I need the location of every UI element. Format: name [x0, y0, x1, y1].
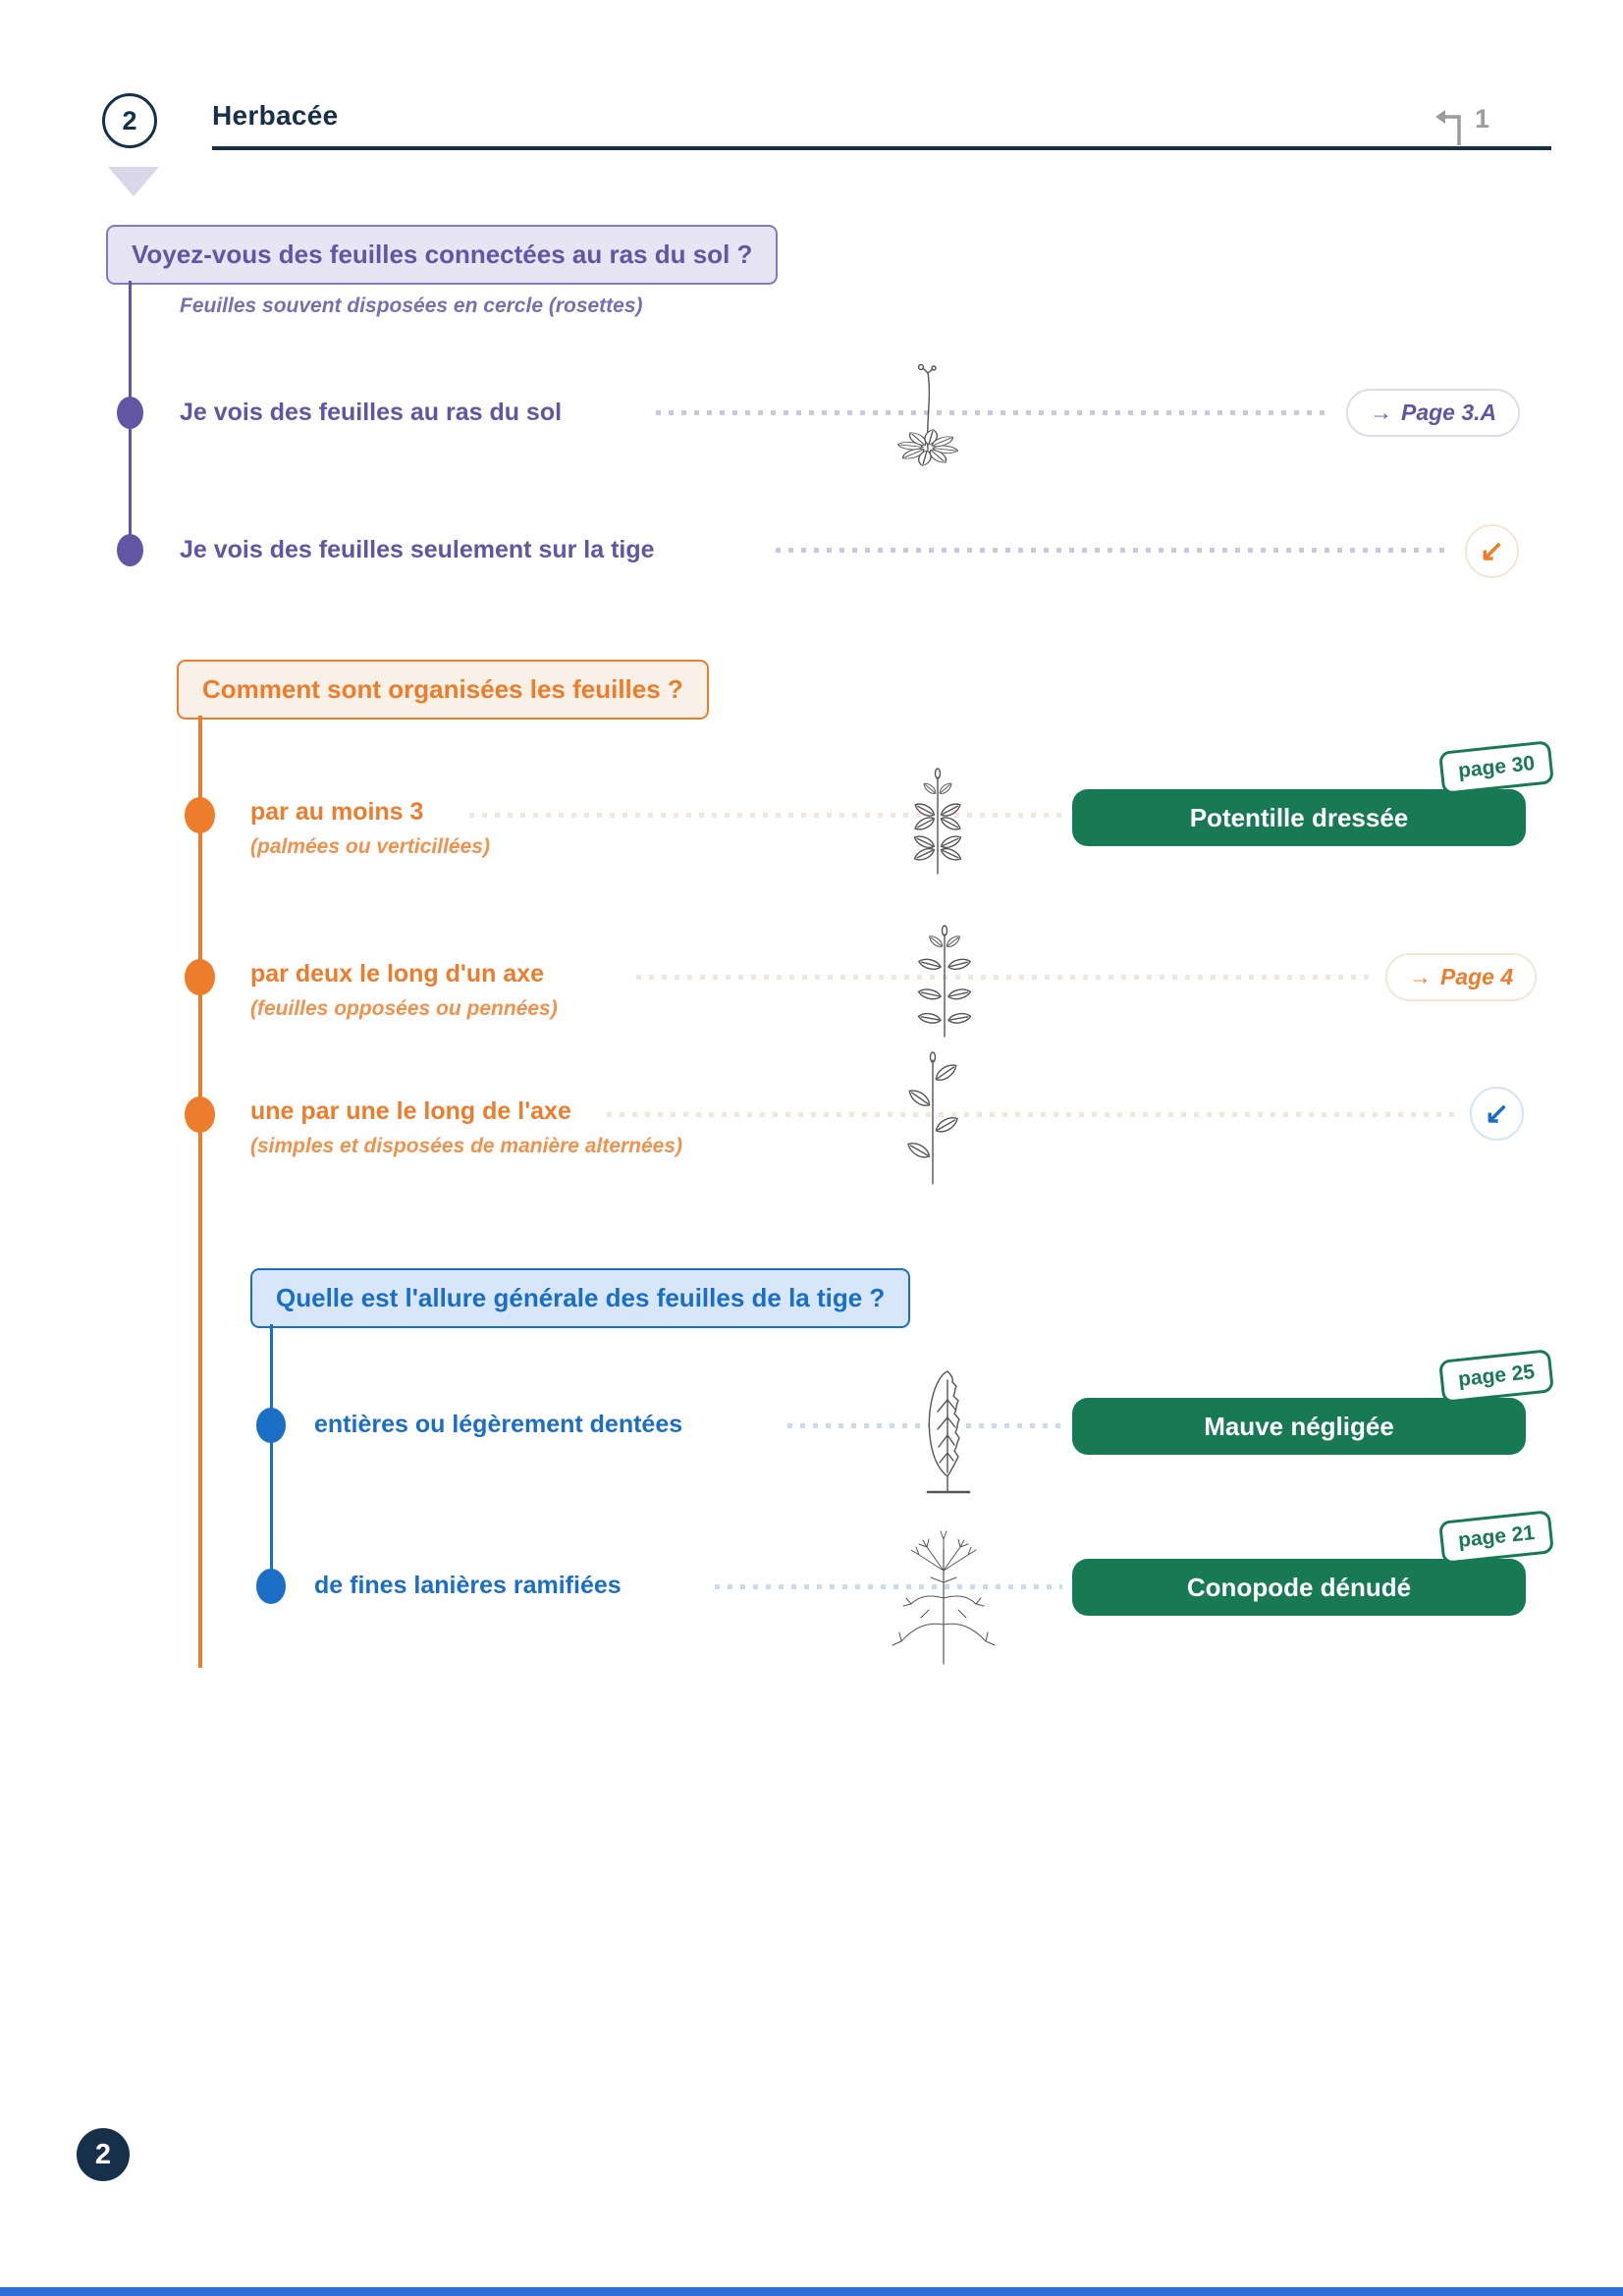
question-box-leaf-shape: Quelle est l'allure générale des feuilles de la tige ? — [250, 1268, 910, 1328]
flow-down-triangle-icon — [108, 167, 159, 196]
branched-threads-plant-icon — [870, 1522, 1017, 1669]
result-button-mauve[interactable]: Mauve négligée — [1072, 1398, 1526, 1455]
dotted-leader — [607, 1112, 1455, 1117]
option-sub-pairs-axis: (feuilles opposées ou pennées) — [250, 997, 558, 1020]
opposite-leaves-plant-icon — [895, 923, 994, 1042]
arrow-right-icon: → — [1370, 400, 1392, 425]
go-below-arrow-button[interactable] — [1465, 524, 1519, 578]
option-sub-at-least-3: (palmées ou verticillées) — [250, 835, 490, 858]
option-label-leaves-stem-only: Je vois des feuilles seulement sur la tige — [180, 536, 655, 563]
question-box-leaves-ground: Voyez-vous des feuilles connectées au ras du sol ? — [106, 225, 778, 285]
result-button-potentille[interactable]: Potentille dressée — [1072, 789, 1526, 846]
option-label-leaves-ground: Je vois des feuilles au ras du sol — [180, 399, 563, 426]
question-hint: Feuilles souvent disposées en cercle (rosettes) — [180, 294, 643, 317]
arrow-right-icon: → — [1409, 964, 1432, 989]
arrow-down-left-icon: ↙ — [1479, 535, 1505, 567]
page-tag-mauve[interactable]: page 25 — [1438, 1349, 1554, 1404]
bottom-accent-bar — [0, 2287, 1623, 2296]
step-number-badge: 2 — [102, 93, 157, 148]
arrow-down-left-icon: ↙ — [1484, 1097, 1510, 1130]
page-tag-conopode[interactable]: page 21 — [1438, 1510, 1554, 1565]
bullet-dot — [185, 959, 215, 995]
option-sub-alternate-axis: (simples et disposées de manière alternées) — [250, 1135, 683, 1157]
bullet-dot — [256, 1408, 286, 1443]
bullet-dot — [117, 397, 143, 429]
bullet-dot — [185, 1096, 215, 1133]
result-button-conopode[interactable]: Conopode dénudé — [1072, 1559, 1526, 1616]
whorled-leaves-plant-icon — [887, 766, 990, 879]
option-label-entire-leaves: entières ou légèrement dentées — [314, 1411, 683, 1438]
page-title: Herbacée — [212, 100, 339, 131]
go-below-arrow-button[interactable] — [1470, 1087, 1524, 1141]
dotted-leader — [636, 975, 1371, 980]
connector-line-orange — [198, 716, 202, 1668]
page-tag-potentille[interactable]: page 30 — [1438, 740, 1554, 795]
connector-line-blue — [270, 1324, 273, 1587]
rosette-plant-icon — [877, 363, 980, 473]
page-link-pill[interactable] — [1385, 953, 1537, 1001]
page-link-pill[interactable] — [1346, 389, 1520, 437]
return-arrow-icon — [1432, 106, 1469, 147]
back-page-ref[interactable]: 1 — [1475, 104, 1490, 133]
bullet-dot — [256, 1569, 286, 1604]
page-link-label: Page 4 — [1440, 964, 1514, 989]
page-link-label: Page 3.A — [1401, 400, 1497, 425]
option-label-pairs-axis: par deux le long d'un axe — [250, 960, 545, 988]
question-box-leaf-arrangement: Comment sont organisées les feuilles ? — [177, 660, 709, 720]
option-label-fine-strips: de fines lanières ramifiées — [314, 1572, 622, 1599]
dotted-leader — [776, 548, 1451, 553]
title-underline — [212, 146, 1551, 150]
option-label-alternate-axis: une par une le long de l'axe — [250, 1097, 571, 1125]
alternate-leaves-plant-icon — [884, 1050, 982, 1190]
bullet-dot — [185, 797, 215, 833]
entire-leaf-icon — [908, 1366, 987, 1497]
page-number-badge: 2 — [77, 2128, 130, 2181]
bullet-dot — [117, 534, 143, 566]
dotted-leader — [656, 410, 1331, 415]
option-label-at-least-3: par au moins 3 — [250, 798, 424, 826]
